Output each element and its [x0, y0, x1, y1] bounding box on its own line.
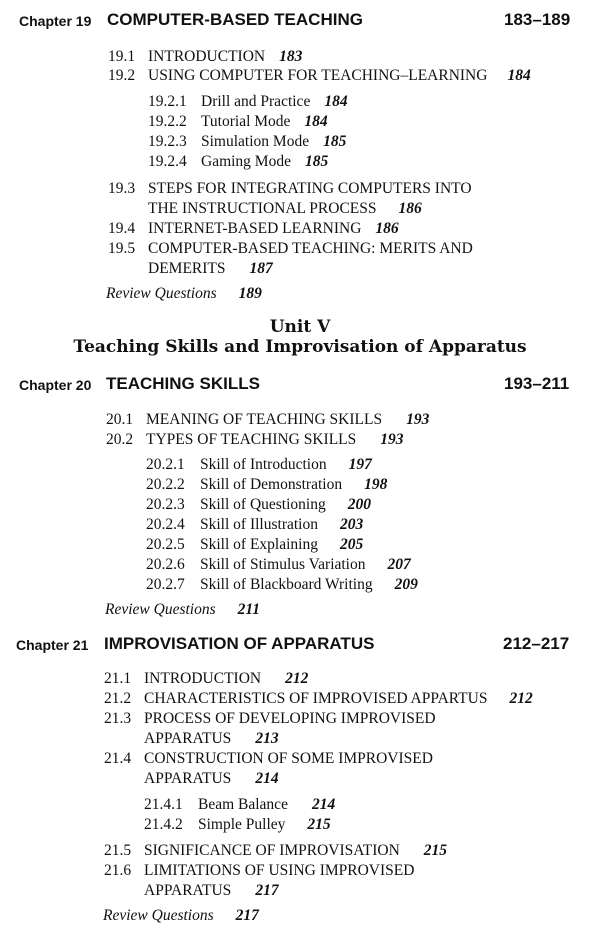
section-title: TYPES OF TEACHING SKILLS [146, 431, 357, 448]
subsection-page: 214 [311, 796, 336, 813]
toc-entry [104, 670, 308, 688]
toc-subentry [146, 556, 411, 574]
subsection-number: 20.2.6 [146, 556, 185, 573]
section-number: 21.6 [104, 862, 132, 879]
subsection-title: Beam Balance [198, 796, 288, 813]
subsection-title: Skill of Stimulus Variation [200, 556, 366, 573]
toc-entry [104, 842, 447, 860]
subsection-page: 207 [387, 556, 411, 573]
section-number: 21.1 [104, 670, 132, 687]
section-number: 19.4 [108, 220, 136, 237]
section-title: DEMERITS [148, 260, 226, 277]
subsection-page: 185 [304, 153, 329, 170]
subsection-title: Drill and Practice [201, 93, 311, 110]
subsection-number: 20.2.7 [146, 576, 185, 593]
section-title: THE INSTRUCTIONAL PROCESS [148, 200, 377, 217]
subsection-title: Simulation Mode [201, 133, 310, 150]
toc-entry [104, 710, 436, 728]
subsection-number: 20.2.3 [146, 496, 185, 513]
chapter-page-range: 193–211 [504, 374, 570, 393]
section-page: 186 [398, 200, 422, 217]
toc-entry [106, 411, 429, 429]
subsection-title: Skill of Demonstration [200, 476, 343, 493]
toc-entry-continuation [144, 882, 279, 900]
subsection-page: 209 [394, 576, 418, 593]
chapter-page-range: 212–217 [503, 634, 570, 653]
toc-subentry [148, 133, 346, 151]
section-number: 21.5 [104, 842, 132, 859]
toc-entry [104, 750, 433, 768]
subsection-page: 184 [304, 113, 328, 130]
toc-entry [108, 67, 531, 85]
review-page: 211 [237, 601, 261, 618]
toc-entry-continuation [148, 200, 422, 218]
chapter-label: Chapter 19 [19, 13, 92, 29]
subsection-page: 200 [347, 496, 371, 513]
section-title: CHARACTERISTICS OF IMPROVISED APPARTUS [144, 690, 488, 707]
section-title: STEPS FOR INTEGRATING COMPUTERS INTO [148, 180, 472, 197]
subsection-title: Simple Pulley [198, 816, 286, 833]
subsection-page: 197 [348, 456, 372, 473]
subsection-title: Tutorial Mode [201, 113, 291, 130]
subsection-number: 21.4.1 [144, 796, 183, 813]
section-page: 186 [375, 220, 399, 237]
subsection-number: 20.2.5 [146, 536, 185, 553]
review-questions [103, 907, 259, 925]
section-page: 193 [380, 431, 404, 448]
review-label: Review Questions [103, 907, 214, 924]
review-label: Review Questions [106, 285, 217, 302]
section-title: PROCESS OF DEVELOPING IMPROVISED [144, 710, 436, 727]
toc-subentry [146, 516, 363, 534]
chapter-page-range: 183–189 [504, 10, 571, 29]
section-number: 20.2 [106, 431, 134, 448]
section-number: 19.3 [108, 180, 136, 197]
section-number: 20.1 [106, 411, 134, 428]
review-page: 189 [238, 285, 262, 302]
toc-entry [104, 862, 414, 880]
subsection-title: Gaming Mode [201, 153, 291, 170]
review-label: Review Questions [105, 601, 216, 618]
section-page: 183 [279, 48, 303, 65]
section-page: 213 [255, 730, 279, 747]
section-page: 184 [507, 67, 531, 84]
review-page: 217 [235, 907, 259, 924]
subsection-page: 198 [364, 476, 388, 493]
section-number: 19.5 [108, 240, 136, 257]
section-title: USING COMPUTER FOR TEACHING–LEARNING [148, 67, 488, 84]
chapter-title: COMPUTER-BASED TEACHING [107, 10, 363, 29]
section-title: SIGNIFICANCE OF IMPROVISATION [144, 842, 400, 859]
subsection-number: 19.2.2 [148, 113, 187, 130]
toc-entry [108, 220, 399, 238]
unit-label: Unit V [269, 317, 331, 337]
section-number: 21.2 [104, 690, 132, 707]
section-title: INTERNET-BASED LEARNING [148, 220, 362, 237]
subsection-number: 19.2.4 [148, 153, 187, 170]
chapter-title: TEACHING SKILLS [106, 374, 260, 393]
section-page: 215 [423, 842, 448, 859]
chapter-title: IMPROVISATION OF APPARATUS [104, 634, 375, 653]
subsection-page: 185 [323, 133, 347, 150]
subsection-title: Skill of Illustration [200, 516, 318, 533]
section-page: 217 [255, 882, 279, 899]
review-questions [106, 285, 262, 303]
subsection-page: 184 [324, 93, 348, 110]
section-title: APPARATUS [144, 730, 232, 747]
section-page: 187 [249, 260, 273, 277]
section-title: INTRODUCTION [144, 670, 262, 687]
toc-subentry [148, 93, 348, 111]
section-page: 214 [255, 770, 279, 787]
toc-subentry [148, 113, 328, 131]
toc-subentry [146, 456, 372, 474]
toc-subentry [146, 576, 418, 594]
section-number: 21.3 [104, 710, 132, 727]
subsection-title: Skill of Blackboard Writing [200, 576, 373, 593]
subsection-number: 19.2.1 [148, 93, 187, 110]
section-number: 19.1 [108, 48, 136, 65]
subsection-number: 21.4.2 [144, 816, 183, 833]
toc-entry [108, 180, 472, 198]
section-number: 21.4 [104, 750, 132, 767]
toc-subentry [146, 476, 387, 494]
section-title: APPARATUS [144, 882, 232, 899]
subsection-page: 215 [307, 816, 331, 833]
section-title: INTRODUCTION [148, 48, 266, 65]
section-page: 193 [406, 411, 430, 428]
subsection-page: 203 [339, 516, 364, 533]
subsection-number: 20.2.4 [146, 516, 185, 533]
section-title: COMPUTER-BASED TEACHING: MERITS AND [148, 240, 473, 257]
toc-entry [104, 690, 533, 708]
subsection-title: Skill of Explaining [200, 536, 318, 553]
subsection-number: 20.2.2 [146, 476, 185, 493]
review-questions [105, 601, 260, 619]
section-title: MEANING OF TEACHING SKILLS [146, 411, 383, 428]
section-page: 212 [285, 670, 309, 687]
subsection-title: Skill of Questioning [200, 496, 326, 513]
subsection-number: 19.2.3 [148, 133, 187, 150]
section-title: APPARATUS [144, 770, 232, 787]
section-title: CONSTRUCTION OF SOME IMPROVISED [144, 750, 433, 767]
toc-entry-continuation [144, 770, 279, 788]
chapter-label: Chapter 20 [19, 377, 92, 393]
toc-entry-continuation [144, 730, 279, 748]
section-page: 212 [509, 690, 533, 707]
toc-subentry [146, 536, 363, 554]
chapter-label: Chapter 21 [16, 637, 89, 653]
toc-subentry [144, 796, 335, 814]
subsection-number: 20.2.1 [146, 456, 185, 473]
toc-subentry [146, 496, 371, 514]
toc-entry [108, 48, 302, 66]
section-number: 19.2 [108, 67, 136, 84]
toc-entry [108, 240, 473, 258]
toc-subentry [144, 816, 331, 834]
toc-entry-continuation [148, 260, 273, 278]
subsection-title: Skill of Introduction [200, 456, 327, 473]
subsection-page: 205 [339, 536, 364, 553]
section-title: LIMITATIONS OF USING IMPROVISED [144, 862, 415, 879]
toc-entry [106, 431, 404, 449]
toc-subentry [148, 153, 328, 171]
unit-title: Teaching Skills and Improvisation of Apparatus [73, 337, 527, 357]
